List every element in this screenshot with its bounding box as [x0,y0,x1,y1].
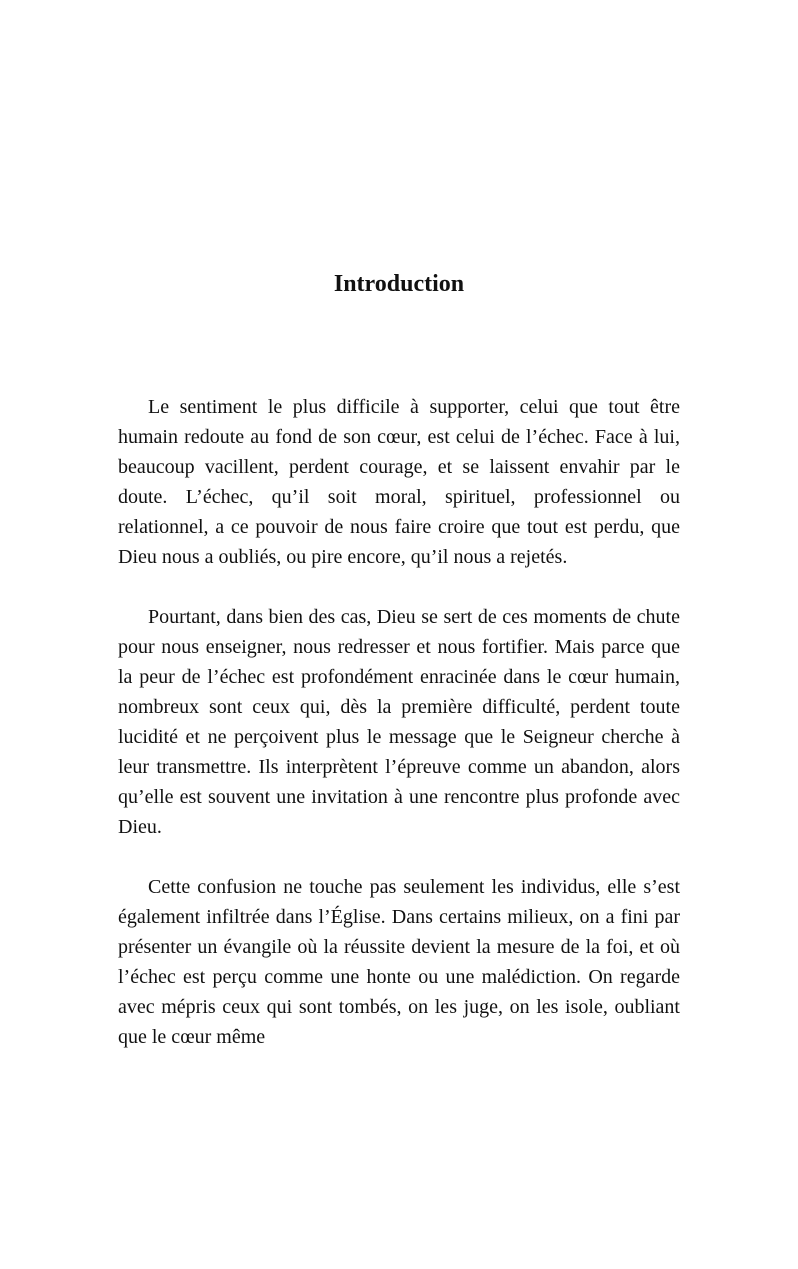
body-text [118,392,680,1082]
paragraph-2: Pourtant, dans bien des cas, Dieu se sert de ces moments de chute pour nous enseigner, nous redresser et nous fortifier. Mais parce que la peur de l’échec est profondément enracinée dans le cœur humain, nombreux sont ceux qui, dès la première difficulté, perdent toute lucidité et ne perçoivent plus le message que le Seigneur cherche à leur transmettre. Ils interprètent l’épreuve comme un abandon, alors qu’elle est souvent une invitation à une rencontre plus profonde avec Dieu. [118,606,680,838]
paragraph-3: Cette confusion ne touche pas seulement les individus, elle s’est également infiltrée dans l’Église. Dans certains milieux, on a fini par présenter un évangile où la réussite devient la mesure de la foi, et où l’échec est perçu comme une honte ou une malédiction. On regarde avec mépris ceux qui sont tombés, on les juge, on les isole, oubliant que le cœur même [118,876,680,1048]
paragraph-1: Le sentiment le plus difficile à supporter, celui que tout être humain redoute au fond de son cœur, est celui de l’échec. Face à lui, beaucoup vacillent, perdent courage, et se laissent envahir par le doute. L’échec, qu’il soit moral, spirituel, professionnel ou relationnel, a ce pouvoir de nous faire croire que tout est perdu, que Dieu nous a oubliés, ou pire encore, qu’il nous a rejetés. [118,396,680,568]
chapter-title: Introduction [333,271,465,297]
